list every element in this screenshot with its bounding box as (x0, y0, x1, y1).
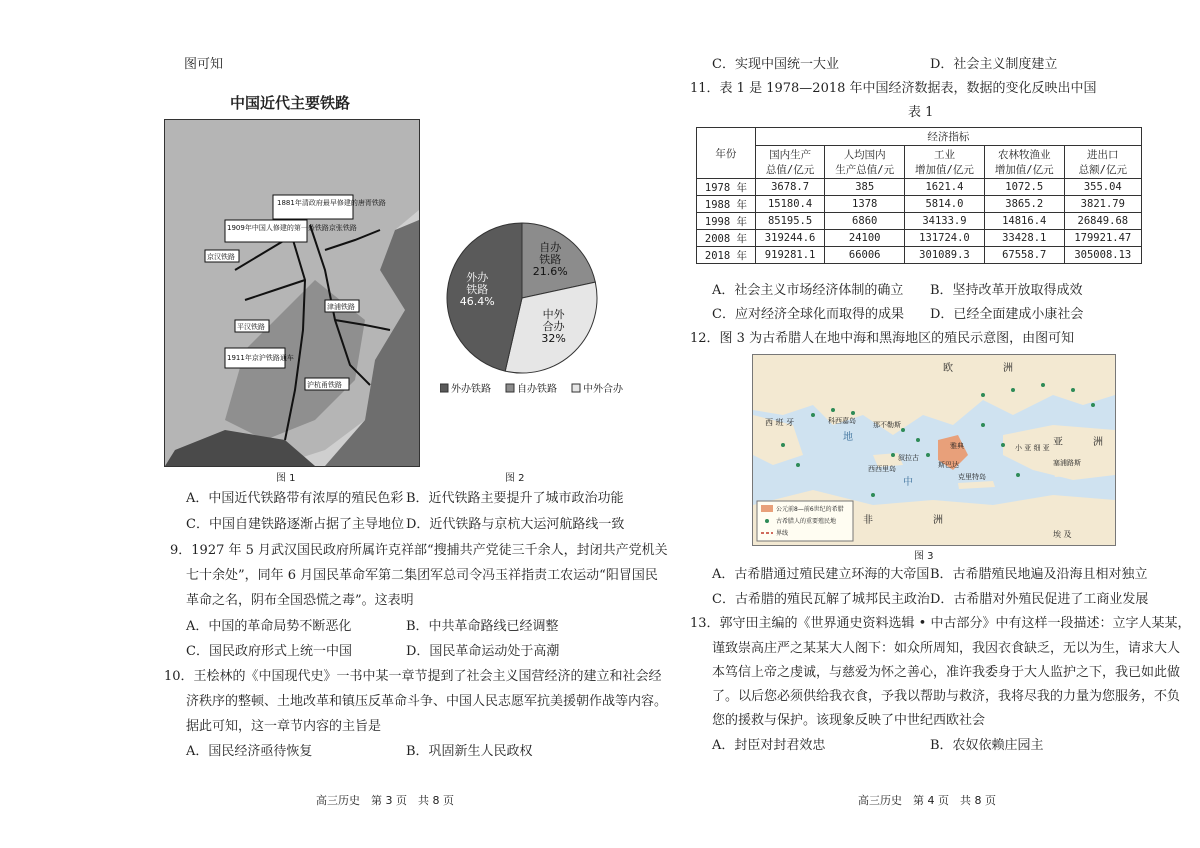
table-col-trade: 进出口 总额/亿元 (1064, 146, 1141, 179)
map3-label-europe2: 洲 (1003, 363, 1013, 374)
table-row: 1988 年 15180.4 1378 5814.0 3865.2 3821.79 (697, 196, 1142, 213)
page-footer-right: 高三历史 第 4 页 共 8 页 (858, 794, 996, 807)
map3-label-sea2: 中 (903, 477, 913, 488)
economic-data-table (696, 127, 1142, 264)
q11-option-a: A．社会主义市场经济体制的确立 (712, 283, 904, 298)
q13-option-b: B．农奴依赖庄园主 (930, 738, 1044, 753)
pie-label-2-1: 铁路 (466, 282, 489, 296)
q10-option-c: C．实现中国统一大业 (712, 57, 839, 72)
q12-option-c: C．古希腊的殖民瓦解了城邦民主政治 (712, 592, 930, 607)
page-footer-left: 高三历史 第 3 页 共 8 页 (316, 794, 454, 807)
q8-option-b: B．近代铁路主要提升了城市政治功能 (406, 491, 624, 506)
map3-label-asia-minor: 小 亚 细 亚 (1015, 444, 1050, 452)
table-col-industry: 工业 增加值/亿元 (905, 146, 985, 179)
map3-label-crete: 克里特岛 (958, 473, 986, 481)
q9-option-c: C．国民政府形式上统一中国 (186, 644, 352, 659)
q8-option-d: D．近代铁路与京杭大运河航路线一致 (406, 517, 625, 532)
q12-option-b: B．古希腊殖民地遍及沿海且相对独立 (930, 567, 1148, 582)
railway-map-graphic (165, 120, 419, 466)
q10-line-3: 据此可知，这一章节内容的主旨是 (186, 719, 382, 734)
table-row: 2008 年 319244.6 24100 131724.0 33428.1 179921.47 (697, 230, 1142, 247)
table-col-gdp: 国内生产 总值/亿元 (755, 146, 824, 179)
q9-line-1: 9．1927 年 5 月武汉国民政府所属许克祥部“搜捕共产党徒三千余人，封闭共产党机关 (170, 543, 668, 558)
pie-label-0-0: 自办 (539, 240, 562, 254)
table-year-header: 年份 (697, 128, 756, 179)
map3-label-syracuse: 叙拉古 (898, 454, 919, 462)
map-label-b: 沪杭甬铁路 (307, 381, 342, 389)
pie-legend-label-1: 自办铁路 (517, 384, 557, 395)
q13-line-1: 13．郭守田主编的《世界通史资料选辑 • 中古部分》中有这样一段描述：立字人某某， (690, 616, 1191, 631)
pie-label-0-1: 铁路 (539, 252, 562, 266)
q13-option-a: A．封臣对封君效忠 (712, 738, 826, 753)
map3-label-corsica: 科西嘉岛 (828, 417, 856, 425)
q10-line-2: 济秩序的整顿、土地改革和镇压反革命斗争、中国人民志愿军抗美援朝作战等内容。 (186, 694, 668, 709)
q11-option-c: C．应对经济全球化而取得的成果 (712, 307, 904, 322)
table-col-gdp-per-capita: 人均国内 生产总值/元 (825, 146, 905, 179)
map3-label-sea1: 地 (843, 432, 853, 443)
map3-label-africa2: 洲 (933, 515, 943, 526)
map3-label-sicily: 西西里岛 (868, 465, 896, 473)
q11-option-d: D．已经全面建成小康社会 (930, 307, 1084, 322)
map3-label-spain: 西 班 牙 (765, 418, 795, 427)
table-group-header: 经济指标 (755, 128, 1141, 146)
pie-label-0-2: 21.6% (532, 264, 568, 278)
map3-label-cyprus: 塞浦路斯 (1053, 459, 1081, 467)
q13-line-3: 本笃信上帝之虔诚，与慈爱为怀之善心，准许我委身于大人监护之下，我已如此做 (712, 665, 1181, 680)
table-row: 2018 年 919281.1 66006 301089.3 67558.7 305008.13 (697, 247, 1142, 264)
map-label-huning: 1911年京沪铁路通车 (227, 354, 294, 362)
pie-legend (440, 382, 624, 395)
q13-line-5: 您的援救与保护。该现象反映了中世纪西欧社会 (712, 713, 986, 728)
map3-label-naples: 那不勒斯 (873, 421, 901, 429)
q8-option-c: C．中国自建铁路逐渐占据了主导地位 (186, 517, 404, 532)
q10-option-a: A．国民经济亟待恢复 (186, 744, 313, 759)
q12-option-d: D．古希腊对外殖民促进了工商业发展 (930, 592, 1149, 607)
table-col-agriculture: 农林牧渔业 增加值/亿元 (984, 146, 1064, 179)
q11-stem: 11．表 1 是 1978—2018 年中国经济数据表，数据的变化反映出中国 (690, 81, 1097, 96)
china-railway-map (164, 119, 420, 467)
map3-label-sparta: 斯巴达 (938, 461, 959, 469)
pie-label-1-0: 中外 (542, 308, 565, 322)
pie-legend-swatch-1 (506, 384, 514, 392)
map3-legend-2: 古希腊人的重要殖民地 (776, 518, 837, 525)
q10-line-1: 10．王桧林的《中国现代史》一书中某一章节提到了社会主义国营经济的建立和社会经 (164, 669, 662, 684)
q9-line-2: 七十余处”，同年 6 月国民革命军第二集团军总司令冯玉祥指责工农运动“阳冒国民 (186, 568, 658, 583)
map-label-a: 京汉铁路 (207, 253, 235, 261)
map-label-jingzhang: 1909年中国人修建的第一条铁路京张铁路 (227, 224, 357, 232)
map3-legend-1: 公元前8—前6世纪的希腊 (776, 506, 844, 513)
table1-caption: 表 1 (908, 105, 934, 120)
q12-option-a: A．古希腊通过殖民建立环海的大帝国 (712, 567, 930, 582)
pie-label-1-2: 32% (541, 332, 566, 346)
q13-line-4: 了。以后您必须供给我衣食，予我以帮助与救济，我将尽我的力量为您服务，不负 (712, 689, 1181, 704)
q12-stem: 12．图 3 为古希腊人在地中海和黑海地区的殖民示意图，由图可知 (690, 331, 1075, 346)
map-label-jinpu: 津浦铁路 (327, 303, 355, 311)
intro-text: 图可知 (184, 57, 224, 72)
q13-line-2: 谨致崇高庄严之某某大人阁下：如众所周知，我因衣食缺乏，无以为生，请求大人 (712, 641, 1181, 656)
pie-legend-label-2: 中外合办 (583, 384, 623, 395)
map3-legend-3: 界线 (776, 530, 789, 537)
figure2-caption: 图 2 (505, 473, 525, 484)
q8-option-a: A．中国近代铁路带有浓厚的殖民色彩 (186, 491, 404, 506)
colonies-map-graphic (753, 355, 1115, 545)
q10-option-b: B．巩固新生人民政权 (406, 744, 533, 759)
pie-label-1-1: 合办 (542, 320, 565, 334)
pie-legend-swatch-0 (440, 384, 448, 392)
map3-label-egypt: 埃 及 (1053, 530, 1072, 539)
pie-label-2-2: 46.4% (459, 294, 495, 308)
pie-legend-swatch-2 (572, 384, 580, 392)
railway-share-pie-chart (440, 220, 650, 410)
q9-line-3: 革命之名，阴布全国恐慌之毒”。这表明 (186, 593, 414, 608)
map-label-pinghan: 平汉铁路 (237, 323, 265, 331)
figure1-caption: 图 1 (276, 473, 296, 484)
pie-legend-label-0: 外办铁路 (451, 384, 491, 395)
q9-option-a: A．中国的革命局势不断恶化 (186, 619, 352, 634)
map3-label-asia2: 洲 (1093, 437, 1103, 448)
map-label-tangxu: 1881年清政府最早修建的唐胥铁路 (277, 199, 386, 207)
q11-option-b: B．坚持改革开放取得成效 (930, 283, 1083, 298)
greek-colonies-map (752, 354, 1116, 546)
map3-label-africa1: 非 (863, 515, 873, 526)
figure3-caption: 图 3 (914, 551, 934, 562)
figure1-title: 中国近代主要铁路 (230, 94, 351, 112)
table-row: 1978 年 3678.7 385 1621.4 1072.5 355.04 (697, 179, 1142, 196)
q10-option-d: D．社会主义制度建立 (930, 57, 1058, 72)
pie-label-2-0: 外办 (466, 270, 489, 284)
map3-label-asia1: 亚 (1053, 437, 1063, 448)
map3-label-europe1: 欧 (943, 363, 953, 374)
table-row: 1998 年 85195.5 6860 34133.9 14816.4 26849.68 (697, 213, 1142, 230)
q9-option-b: B．中共革命路线已经调整 (406, 619, 559, 634)
map3-label-athens: 雅典 (950, 442, 964, 450)
q9-option-d: D．国民革命运动处于高潮 (406, 644, 560, 659)
